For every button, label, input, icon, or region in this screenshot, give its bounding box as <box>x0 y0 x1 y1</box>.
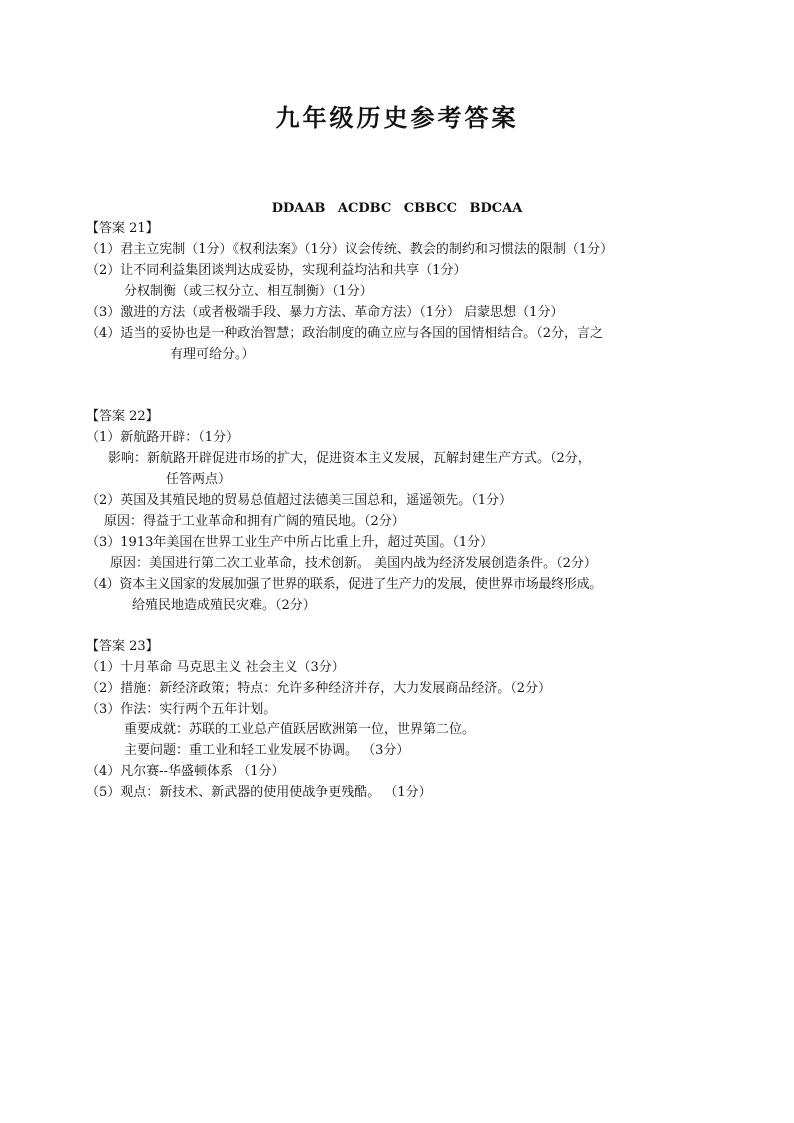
answer-line: 给殖民地造成殖民灾难。（2分） <box>132 598 316 613</box>
answer-line: 有理可给分。） <box>170 347 255 362</box>
answer-line: （3）作法：实行两个五年计划。 <box>86 702 277 717</box>
answer-line: （1）十月革命 马克思主义 社会主义（3分） <box>86 660 345 675</box>
answer-line: （4）资本主义国家的发展加强了世界的联系，促进了生产力的发展，使世界市场最终形成。 <box>86 577 602 592</box>
answer-line: （4）凡尔赛--华盛顿体系 （1分） <box>86 764 285 779</box>
answer-line: （2）英国及其殖民地的贸易总值超过法德美三国总和，遥遥领先。（1分） <box>86 493 513 508</box>
answer-line: （1）君主立宪制（1分）《权利法案》（1分）议会传统、教会的制约和习惯法的限制（1分） <box>86 242 614 257</box>
answer-line: （1）新航路开辟：（1分） <box>86 430 240 445</box>
section-heading: 【答案 23】 <box>86 639 159 654</box>
choice-answers: DDAAB ACDBC CBBCC BDCAA <box>271 201 523 216</box>
page-title: 九年级历史参考答案 <box>275 104 519 132</box>
answer-line: 主要问题：重工业和轻工业发展不协调。 （3分） <box>124 743 410 758</box>
answer-line: 任答两点） <box>166 472 232 487</box>
answer-line: （3）激进的方法（或者极端手段、暴力方法、革命方法）（1分） 启蒙思想（1分） <box>86 305 564 320</box>
section-heading: 【答案 22】 <box>86 409 159 424</box>
answer-line: 原因：美国进行第二次工业革命，技术创新。 美国内战为经济发展创造条件。（2分） <box>110 556 597 571</box>
answer-line: （5）观点：新技术、新武器的使用使战争更残酷。 （1分） <box>86 785 432 800</box>
answer-line: 重要成就：苏联的工业总产值跃居欧洲第一位，世界第二位。 <box>124 722 476 737</box>
answer-line: 原因：得益于工业革命和拥有广阔的殖民地。（2分） <box>104 514 405 529</box>
answer-line: （2）让不同利益集团谈判达成妥协，实现利益均沾和共享（1分） <box>86 263 467 278</box>
answer-line: （2）措施：新经济政策；特点：允许多种经济并存，大力发展商品经济。（2分） <box>86 681 552 696</box>
answer-line: 分权制衡（或三权分立、相互制衡）（1分） <box>124 284 373 299</box>
section-heading: 【答案 21】 <box>86 221 159 236</box>
answer-line: （3）1913年美国在世界工业生产中所占比重上升，超过英国。（1分） <box>86 535 494 550</box>
answer-line: （4）适当的妥协也是一种政治智慧；政治制度的确立应与各国的国情相结合。（2分，言之 <box>86 326 604 341</box>
answer-line: 影响：新航路开辟促进市场的扩大，促进资本主义发展，瓦解封建生产方式。（2分， <box>108 451 591 466</box>
